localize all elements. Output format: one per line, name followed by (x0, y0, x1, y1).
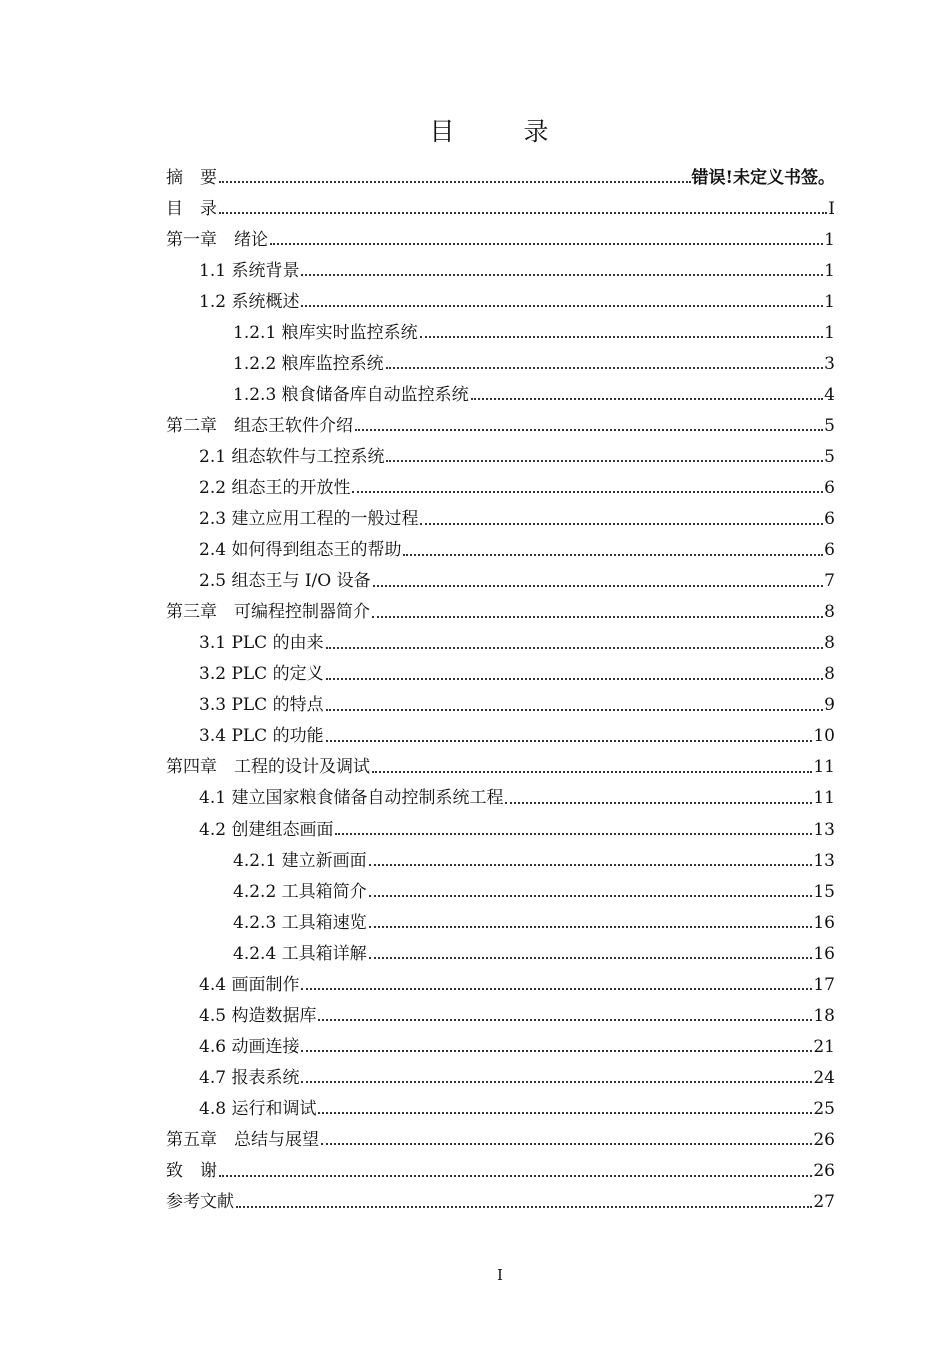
toc-entry-page: 1 (824, 229, 835, 250)
toc-entry-page: 8 (824, 664, 835, 685)
toc-entry-page: 26 (813, 1161, 835, 1182)
toc-entry-label: 4.5 构造数据库 (199, 1005, 317, 1026)
toc-entry-label: 2.3 建立应用工程的一般过程 (199, 509, 419, 530)
toc-entry[interactable] (166, 379, 835, 410)
toc-entry[interactable] (166, 1187, 835, 1218)
toc-entry-page: 1 (824, 322, 835, 343)
toc-entry-label: 目 录 (166, 198, 217, 219)
toc-dot-leader (372, 770, 812, 773)
toc-dot-leader (505, 801, 812, 804)
toc-dot-leader (369, 863, 813, 866)
toc-entry-label: 2.1 组态软件与工控系统 (199, 446, 385, 467)
toc-dot-leader (219, 180, 691, 183)
toc-dot-leader (318, 1018, 812, 1021)
toc-dot-leader (373, 584, 824, 587)
toc-dot-leader (326, 677, 824, 680)
toc-entry-label: 4.6 动画连接 (199, 1036, 300, 1057)
toc-entry[interactable] (166, 969, 835, 1000)
toc-entry-label: 4.2.2 工具箱简介 (233, 881, 367, 902)
toc-dot-leader (471, 397, 824, 400)
toc-entry-label: 3.3 PLC 的特点 (199, 695, 324, 716)
toc-entry[interactable] (166, 721, 835, 752)
table-of-contents (166, 162, 835, 1218)
toc-entry-label: 1.2.1 粮库实时监控系统 (233, 322, 418, 343)
toc-entry[interactable] (166, 193, 835, 224)
toc-entry-label: 4.2.4 工具箱详解 (233, 943, 367, 964)
page-title: 目 录 (429, 117, 571, 146)
toc-dot-leader (386, 366, 824, 369)
toc-entry[interactable] (166, 597, 835, 628)
toc-entry[interactable] (166, 907, 835, 938)
toc-entry-label: 2.2 组态王的开放性 (199, 477, 351, 498)
toc-entry[interactable] (166, 659, 835, 690)
toc-entry-page: 5 (824, 415, 835, 436)
toc-entry-label: 第三章 可编程控制器简介 (166, 602, 370, 623)
toc-entry[interactable] (166, 441, 835, 472)
toc-dot-leader (369, 925, 813, 928)
toc-entry-page: 25 (813, 1098, 835, 1119)
toc-entry-page: 11 (813, 788, 835, 809)
toc-entry-page: 13 (813, 850, 835, 871)
toc-entry-label: 4.2.3 工具箱速览 (233, 912, 367, 933)
toc-entry-label: 4.2 创建组态画面 (199, 819, 334, 840)
toc-entry-label: 4.4 画面制作 (199, 974, 300, 995)
toc-entry-label: 4.1 建立国家粮食储备自动控制系统工程 (199, 788, 504, 809)
toc-dot-leader (355, 428, 823, 431)
toc-entry-label: 1.1 系统背景 (199, 260, 300, 281)
toc-entry-page: 13 (813, 819, 835, 840)
toc-entry-label: 2.4 如何得到组态王的帮助 (199, 540, 402, 561)
toc-entry[interactable] (166, 255, 835, 286)
toc-entry-page: 17 (813, 974, 835, 995)
toc-entry-label: 3.2 PLC 的定义 (199, 664, 324, 685)
toc-dot-leader (301, 987, 812, 990)
toc-entry[interactable] (166, 628, 835, 659)
toc-entry-page: 1 (824, 260, 835, 281)
toc-entry[interactable] (166, 472, 835, 503)
toc-entry[interactable] (166, 1156, 835, 1187)
toc-entry-page: 10 (813, 726, 835, 747)
toc-entry[interactable] (166, 876, 835, 907)
toc-entry-label: 摘 要 (166, 167, 217, 188)
toc-entry-page: 1 (824, 291, 835, 312)
toc-entry-label: 3.1 PLC 的由来 (199, 633, 324, 654)
toc-entry[interactable] (166, 566, 835, 597)
toc-dot-leader (326, 646, 824, 649)
toc-entry-label: 第四章 工程的设计及调试 (166, 757, 370, 778)
toc-entry-page: 16 (813, 912, 835, 933)
toc-dot-leader (301, 304, 823, 307)
toc-entry-page: 16 (813, 943, 835, 964)
toc-entry[interactable] (166, 690, 835, 721)
page-number: I (497, 1266, 503, 1284)
toc-entry-page: 4 (824, 384, 835, 405)
toc-dot-leader (352, 490, 823, 493)
toc-dot-leader (301, 1080, 812, 1083)
toc-dot-leader (369, 956, 813, 959)
toc-entry[interactable] (166, 286, 835, 317)
toc-dot-leader (420, 522, 823, 525)
toc-entry-label: 4.8 运行和调试 (199, 1098, 317, 1119)
toc-entry[interactable] (166, 783, 835, 814)
toc-entry-page: 8 (824, 633, 835, 654)
toc-entry-page: 11 (813, 757, 835, 778)
toc-entry-label: 2.5 组态王与 I/O 设备 (199, 571, 371, 592)
toc-entry[interactable] (166, 1093, 835, 1124)
toc-entry[interactable] (166, 845, 835, 876)
toc-entry-page: 9 (824, 695, 835, 716)
toc-entry-page: I (828, 198, 835, 219)
toc-entry-page: 6 (824, 509, 835, 530)
toc-entry-page: 15 (813, 881, 835, 902)
toc-dot-leader (301, 273, 823, 276)
toc-entry-label: 第五章 总结与展望 (166, 1129, 319, 1150)
toc-entry[interactable] (166, 752, 835, 783)
toc-entry[interactable] (166, 1062, 835, 1093)
toc-entry-label: 4.2.1 建立新画面 (233, 850, 367, 871)
toc-entry[interactable] (166, 504, 835, 535)
toc-entry[interactable] (166, 410, 835, 441)
toc-entry-page: 18 (813, 1005, 835, 1026)
toc-entry[interactable] (166, 224, 835, 255)
toc-entry-label: 4.7 报表系统 (199, 1067, 300, 1088)
toc-entry-label: 1.2.2 粮库监控系统 (233, 353, 384, 374)
toc-entry[interactable] (166, 938, 835, 969)
toc-entry[interactable] (166, 814, 835, 845)
toc-dot-leader (219, 1174, 812, 1177)
toc-entry-label: 第二章 组态王软件介绍 (166, 415, 353, 436)
toc-entry-page: 6 (824, 540, 835, 561)
toc-dot-leader (321, 1142, 812, 1145)
toc-entry-label: 第一章 绪论 (166, 229, 268, 250)
toc-dot-leader (318, 1111, 812, 1114)
toc-dot-leader (219, 211, 827, 214)
toc-entry-page: 8 (824, 602, 835, 623)
toc-entry-page: 3 (824, 353, 835, 374)
toc-dot-leader (386, 459, 823, 462)
toc-dot-leader (420, 335, 824, 338)
toc-dot-leader (270, 242, 823, 245)
toc-entry-page: 7 (824, 571, 835, 592)
toc-entry[interactable] (166, 1000, 835, 1031)
toc-dot-leader (326, 739, 813, 742)
toc-entry-label: 致 谢 (166, 1161, 217, 1182)
toc-dot-leader (403, 553, 823, 556)
toc-dot-leader (301, 1049, 812, 1052)
toc-entry-page: 26 (813, 1129, 835, 1150)
toc-entry-page: 24 (813, 1067, 835, 1088)
toc-entry-page: 错误!未定义书签。 (691, 167, 835, 188)
toc-entry-page: 27 (813, 1192, 835, 1213)
toc-dot-leader (236, 1205, 812, 1208)
toc-entry[interactable] (166, 535, 835, 566)
toc-entry[interactable] (166, 348, 835, 379)
toc-entry[interactable] (166, 317, 835, 348)
toc-entry[interactable] (166, 1031, 835, 1062)
toc-entry-label: 1.2 系统概述 (199, 291, 300, 312)
toc-entry-page: 6 (824, 477, 835, 498)
toc-entry-label: 参考文献 (166, 1192, 234, 1213)
toc-entry-label: 1.2.3 粮食储备库自动监控系统 (233, 384, 469, 405)
toc-dot-leader (369, 894, 813, 897)
toc-entry-page: 5 (824, 446, 835, 467)
toc-entry[interactable] (166, 1124, 835, 1155)
toc-entry-page: 21 (813, 1036, 835, 1057)
toc-entry[interactable] (166, 162, 835, 193)
toc-dot-leader (335, 832, 812, 835)
toc-dot-leader (372, 615, 823, 618)
toc-dot-leader (326, 708, 824, 711)
toc-entry-label: 3.4 PLC 的功能 (199, 726, 324, 747)
